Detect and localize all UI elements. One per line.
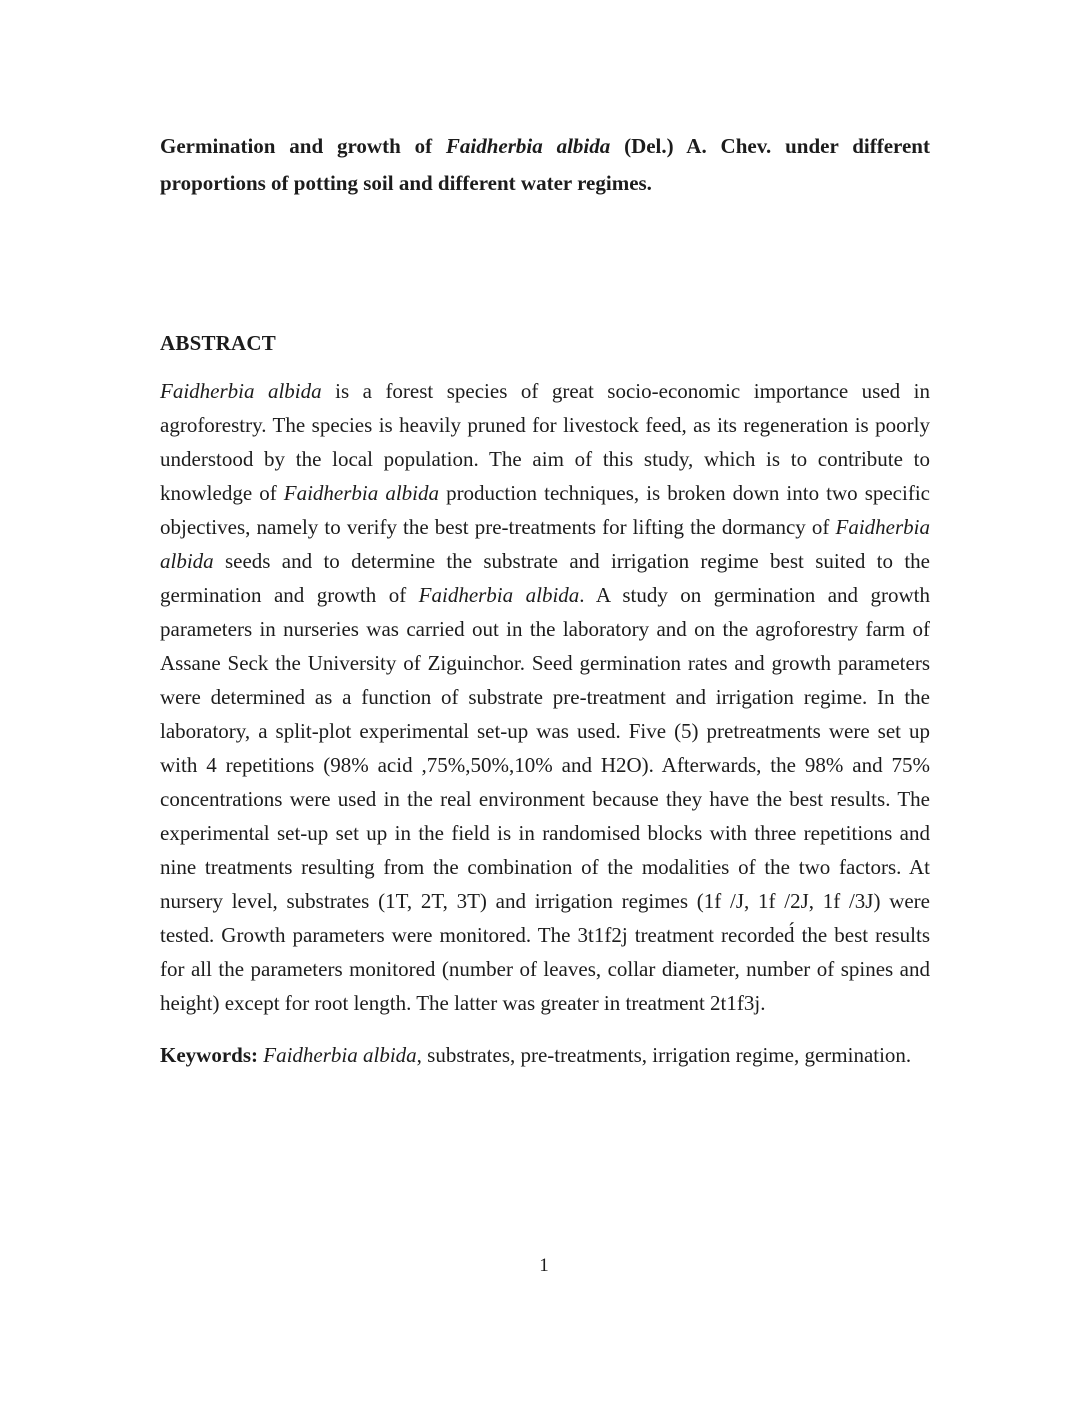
text-segment: Germination and growth of xyxy=(160,134,446,158)
keywords-line xyxy=(160,1038,930,1072)
text-segment: , substrates, pre-treatments, irrigation regime, germination. xyxy=(416,1043,912,1067)
text-segment: is a forest species of great socio-economic importance used in agroforestry. The species is heavily pruned for livestock feed, as its regeneration is poorly understood by the local population. The aim of this study, which is to contribute to knowledge of xyxy=(160,379,930,505)
paper-title xyxy=(160,128,930,202)
text-segment: Faidherbia albida xyxy=(160,515,930,573)
abstract-paragraph xyxy=(160,374,930,1020)
text-segment: Keywords: xyxy=(160,1043,264,1067)
text-segment: production techniques, is broken down into two specific objectives, namely to verify the best pre-treatments for lifting the dormancy of xyxy=(160,481,930,539)
text-segment: Faidherbia albida xyxy=(445,134,611,158)
text-segment: Faidherbia albida xyxy=(418,583,580,607)
text-segment: seeds and to determine the substrate and irrigation regime best suited to the germination and growth of xyxy=(160,549,930,607)
text-segment: Faidherbia albida xyxy=(283,481,439,505)
page-number: 1 xyxy=(539,1255,549,1276)
text-segment: (Del.) A. Chev. under different proportions of potting soil and different water regimes. xyxy=(160,134,930,195)
abstract-heading: ABSTRACT xyxy=(160,331,276,355)
page-content xyxy=(160,128,930,1072)
text-segment: Faidherbia albida xyxy=(160,379,322,403)
text-segment: Faidherbia albida xyxy=(263,1043,417,1067)
text-segment: . A study on germination and growth parameters in nurseries was carried out in the laboratory and on the agroforestry farm of Assane Seck the University of Ziguinchor. Seed germination rates and growth parameters were determined as a function of substrate pre-treatment and irrigation regime. In the laboratory, a split-plot experimental set-up was used. Five (5) pretreatments were set up with 4 repetitions (98% acid ,75%,50%,10% and H2O). Afterwards, the 98% and 75% concentrations were used in the real environment because they have the best results. The experimental set-up set up in the field is in randomised blocks with three repetitions and nine treatments resulting from the combination of the modalities of the two factors. At nursery level, substrates (1T, 2T, 3T) and irrigation regimes (1f /J, 1f /2J, 1f /3J) were tested. Growth parameters were monitored. The 3t1f2j treatment recorded́ the best results for all the parameters monitored (number of leaves, collar diameter, number of spines and height) except for root length. The latter was greater in treatment 2t1f3j. xyxy=(160,583,930,1015)
